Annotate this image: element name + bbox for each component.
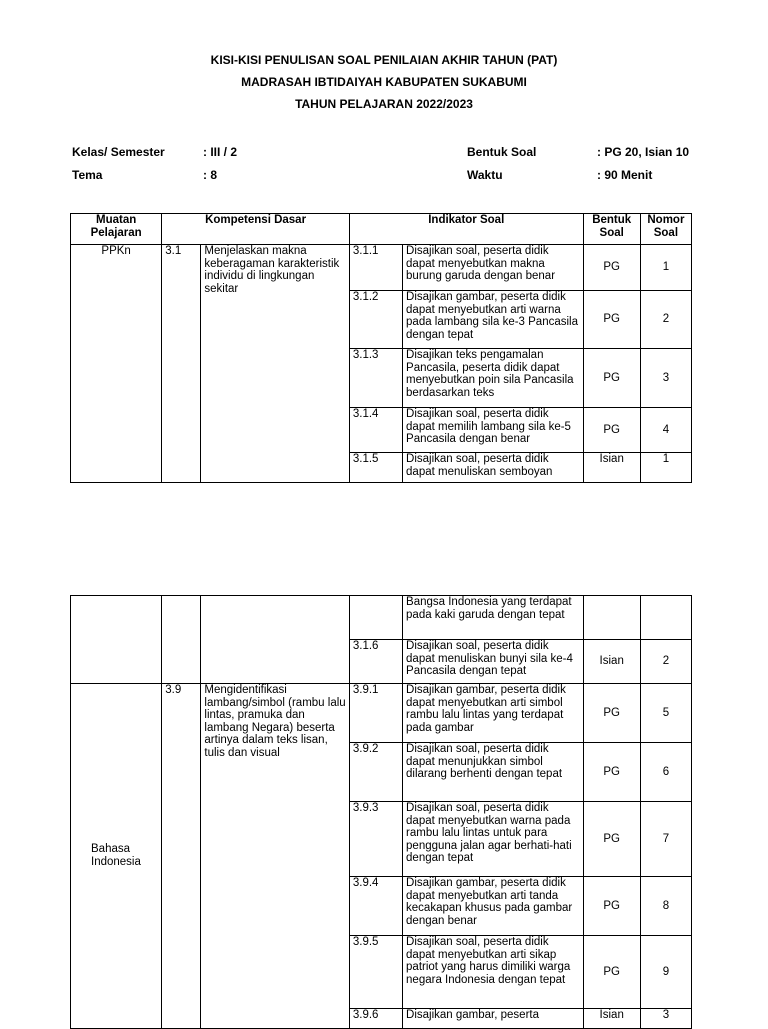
indicator-number: 3.1.6 [349,640,402,684]
waktu-value: : 90 Menit [597,168,653,182]
nomor-cell: 6 [640,743,691,802]
bentuk-cell: Isian [583,1009,640,1029]
indicator-number: 3.9.2 [349,743,402,802]
bentuk-cell-empty [583,596,640,640]
indicator-number: 3.1.2 [349,291,402,349]
bentuk-cell: PG [583,349,640,408]
indicator-text: Disajikan soal, peserta didik dapat menyebutkan arti sikap patriot yang harus dimiliki warga negara Indonesia dengan tepat [403,936,584,1009]
kisi-table-page2 [70,595,692,1029]
nomor-cell: 2 [640,640,691,684]
kd-text: Menjelaskan makna keberagaman karakteristik individu di lingkungan sekitar [201,245,349,483]
indicator-number: 3.1.4 [349,408,402,453]
bentuk-soal-value: : PG 20, Isian 10 [597,145,690,159]
indicator-number: 3.1.5 [349,453,402,483]
tema-label: Tema [72,168,103,182]
doc-title-3: TAHUN PELAJARAN 2022/2023 [295,97,473,111]
kd-text: Mengidentifikasi lambang/simbol (rambu lalu lintas, pramuka dan lambang Negara) beserta artinya dalam teks lisan, tulis dan visual [201,684,349,1029]
indicator-number: 3.1.3 [349,349,402,408]
doc-title-2: MADRASAH IBTIDAIYAH KABUPATEN SUKABUMI [241,75,527,89]
doc-title-1: KISI-KISI PENULISAN SOAL PENILAIAN AKHIR TAHUN (PAT) [210,53,558,67]
kd-number-empty [162,596,201,684]
kisi-table-page1 [70,213,692,483]
nomor-cell: 4 [640,408,691,453]
nomor-cell: 5 [640,684,691,743]
subject-cell: Bahasa Indonesia [71,684,162,1029]
indicator-text: Disajikan gambar, peserta [403,1009,584,1029]
header-kompetensi: Kompetensi Dasar [162,214,350,245]
subject-cell-empty [71,596,162,684]
indicator-text: Disajikan teks pengamalan Pancasila, peserta didik dapat menyebutkan poin sila Pancasila berdasarkan teks [403,349,584,408]
indicator-text: Disajikan gambar, peserta didik dapat menyebutkan arti warna pada lambang sila ke-3 Pancasila dengan tepat [403,291,584,349]
kd-number: 3.9 [162,684,201,1029]
kd-text-empty [201,596,349,684]
nomor-cell: 8 [640,877,691,936]
subject-cell: PPKn [71,245,162,483]
indicator-text: Disajikan gambar, peserta didik dapat menyebutkan arti simbol rambu lalu lintas yang terdapat pada gambar [403,684,584,743]
table-row [71,245,692,291]
header-bentuk: Bentuk Soal [583,214,640,245]
indicator-number: 3.9.1 [349,684,402,743]
indicator-text: Disajikan soal, peserta didik dapat memilih lambang sila ke-5 Pancasila dengan benar [403,408,584,453]
indicator-number: 3.9.4 [349,877,402,936]
indicator-number: 3.9.6 [349,1009,402,1029]
indicator-number: 3.9.5 [349,936,402,1009]
bentuk-cell: Isian [583,453,640,483]
nomor-cell: 2 [640,291,691,349]
table-header-row [71,214,692,245]
waktu-label: Waktu [467,168,503,182]
bentuk-cell: PG [583,936,640,1009]
nomor-cell: 3 [640,349,691,408]
header-muatan: Muatan Pelajaran [71,214,162,245]
nomor-cell: 1 [640,245,691,291]
indicator-text: Bangsa Indonesia yang terdapat pada kaki garuda dengan tepat [403,596,584,640]
indicator-number: 3.9.3 [349,802,402,877]
bentuk-cell: Isian [583,640,640,684]
indicator-text: Disajikan soal, peserta didik dapat menunjukkan simbol dilarang berhenti dengan tepat [403,743,584,802]
nomor-cell: 7 [640,802,691,877]
header-indikator: Indikator Soal [349,214,583,245]
bentuk-cell: PG [583,408,640,453]
bentuk-soal-label: Bentuk Soal [467,145,537,159]
indicator-number: 3.1.1 [349,245,402,291]
bentuk-cell: PG [583,684,640,743]
nomor-cell: 1 [640,453,691,483]
kd-number: 3.1 [162,245,201,483]
table-row [71,684,692,743]
tema-value: : 8 [203,168,218,182]
nomor-cell: 9 [640,936,691,1009]
bentuk-cell: PG [583,877,640,936]
table-row [71,596,692,640]
nomor-cell: 3 [640,1009,691,1029]
bentuk-cell: PG [583,245,640,291]
header-nomor: Nomor Soal [640,214,691,245]
kelas-value: : III / 2 [203,145,238,159]
bentuk-cell: PG [583,802,640,877]
indicator-text: Disajikan soal, peserta didik dapat menyebutkan warna pada rambu lalu lintas untuk para pengguna jalan agar berhati-hati dengan tepat [403,802,584,877]
bentuk-cell: PG [583,743,640,802]
indicator-text: Disajikan gambar, peserta didik dapat menyebutkan arti tanda kecakapan khusus pada gambar dengan benar [403,877,584,936]
bentuk-cell: PG [583,291,640,349]
kelas-label: Kelas/ Semester [72,145,165,159]
indicator-text: Disajikan soal, peserta didik dapat menyebutkan makna burung garuda dengan benar [403,245,584,291]
nomor-cell-empty [640,596,691,640]
indicator-number-empty [349,596,402,640]
indicator-text: Disajikan soal, peserta didik dapat menuliskan semboyan [403,453,584,483]
indicator-text: Disajikan soal, peserta didik dapat menuliskan bunyi sila ke-4 Pancasila dengan tepat [403,640,584,684]
